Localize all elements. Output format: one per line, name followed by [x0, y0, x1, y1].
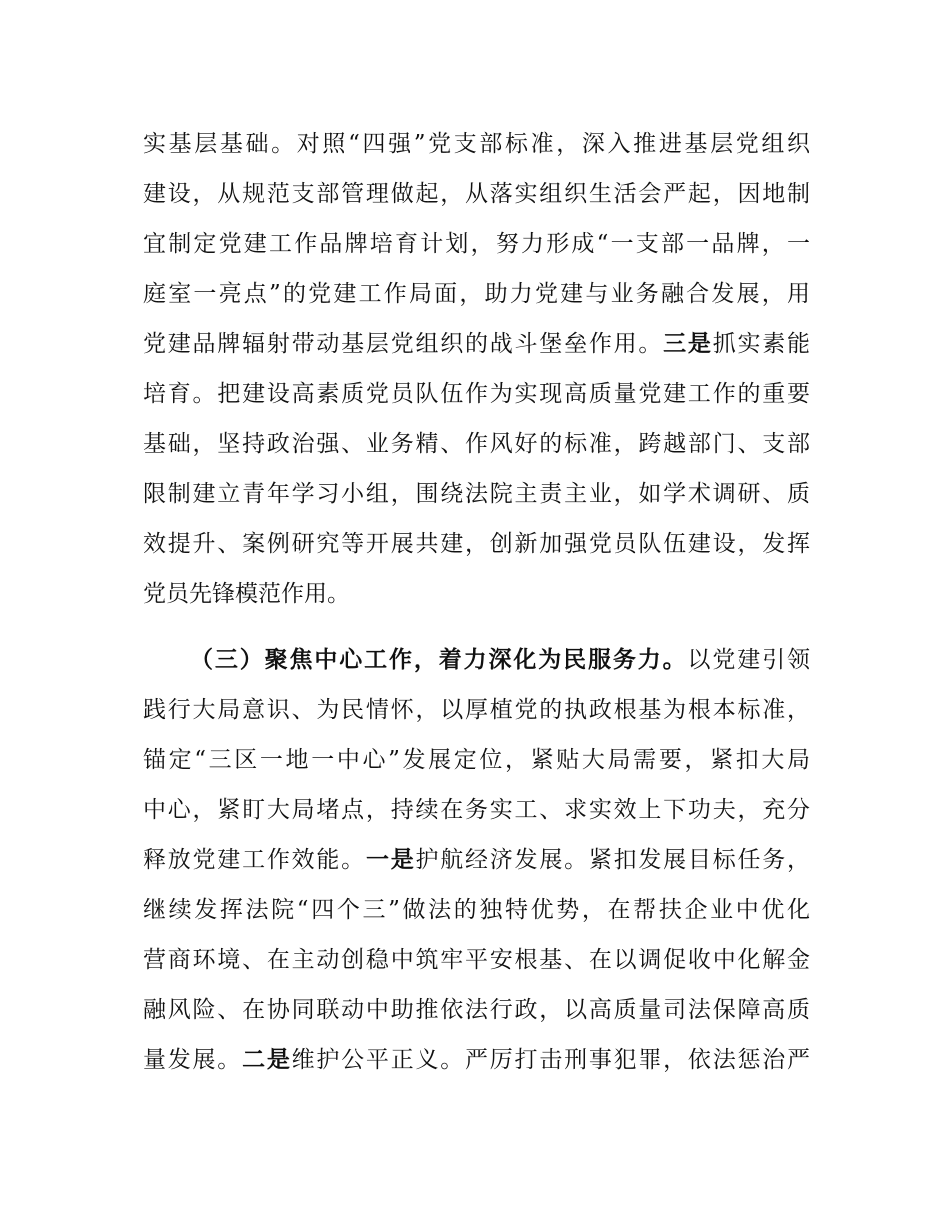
text-run: 释放党建工作效能。: [143, 847, 366, 873]
text-line: 营商环境、在主动创稳中筑牢平安根基、在以调促收中化解金: [143, 947, 810, 973]
text-run: 量发展。: [143, 1047, 243, 1073]
bold-keyword: 二是: [242, 1047, 292, 1073]
text-line: 融风险、在协同联动中助推依法行政，以高质量司法保障高质: [143, 997, 810, 1023]
text-run: 护航经济发展。紧扣发展目标任务，: [415, 847, 810, 873]
text-line: [143, 1040, 810, 1080]
text-line: 实基层基础。对照“四强”党支部标准，深入推进基层党组织: [143, 131, 810, 157]
text-line: 效提升、案例研究等开展共建，创新加强党员队伍建设，发挥: [143, 531, 810, 557]
bold-keyword: 三是: [663, 331, 713, 357]
bold-keyword: 一是: [365, 847, 416, 873]
text-line: 培育。把建设高素质党员队伍作为实现高质量党建工作的重要: [143, 381, 810, 407]
text-line: 庭室一亮点”的党建工作局面，助力党建与业务融合发展，用: [143, 281, 810, 307]
text-line: [143, 324, 810, 364]
section-heading: （三）聚焦中心工作，着力深化为民服务力。: [190, 647, 688, 673]
text-line: 中心，紧盯大局堵点，持续在务实工、求实效上下功夫，充分: [143, 797, 810, 823]
text-run: 抓实素能: [712, 331, 810, 357]
text-run: 维护公平正义。严厉打击刑事犯罪，依法惩治严: [291, 1047, 810, 1073]
text-line: 限制建立青年学习小组，围绕法院主责主业，如学术调研、质: [143, 481, 810, 507]
text-line: 建设，从规范支部管理做起，从落实组织生活会严起，因地制: [143, 181, 810, 207]
text-run: 以党建引领: [687, 647, 810, 673]
text-line: 践行大局意识、为民情怀，以厚植党的执政根基为根本标准，: [143, 697, 810, 723]
text-line: [143, 840, 810, 880]
text-line: 基础，坚持政治强、业务精、作风好的标准，跨越部门、支部: [143, 431, 810, 457]
text-line: 继续发挥法院“四个三”做法的独特优势，在帮扶企业中优化: [143, 897, 810, 923]
text-line: 党员先锋模范作用。: [143, 581, 350, 607]
section-heading-line: [190, 640, 810, 680]
text-run: 党建品牌辐射带动基层党组织的战斗堡垒作用。: [143, 331, 664, 357]
text-line: 宜制定党建工作品牌培育计划，努力形成“一支部一品牌，一: [143, 231, 810, 257]
text-line: 锚定“三区一地一中心”发展定位，紧贴大局需要，紧扣大局: [143, 747, 810, 773]
